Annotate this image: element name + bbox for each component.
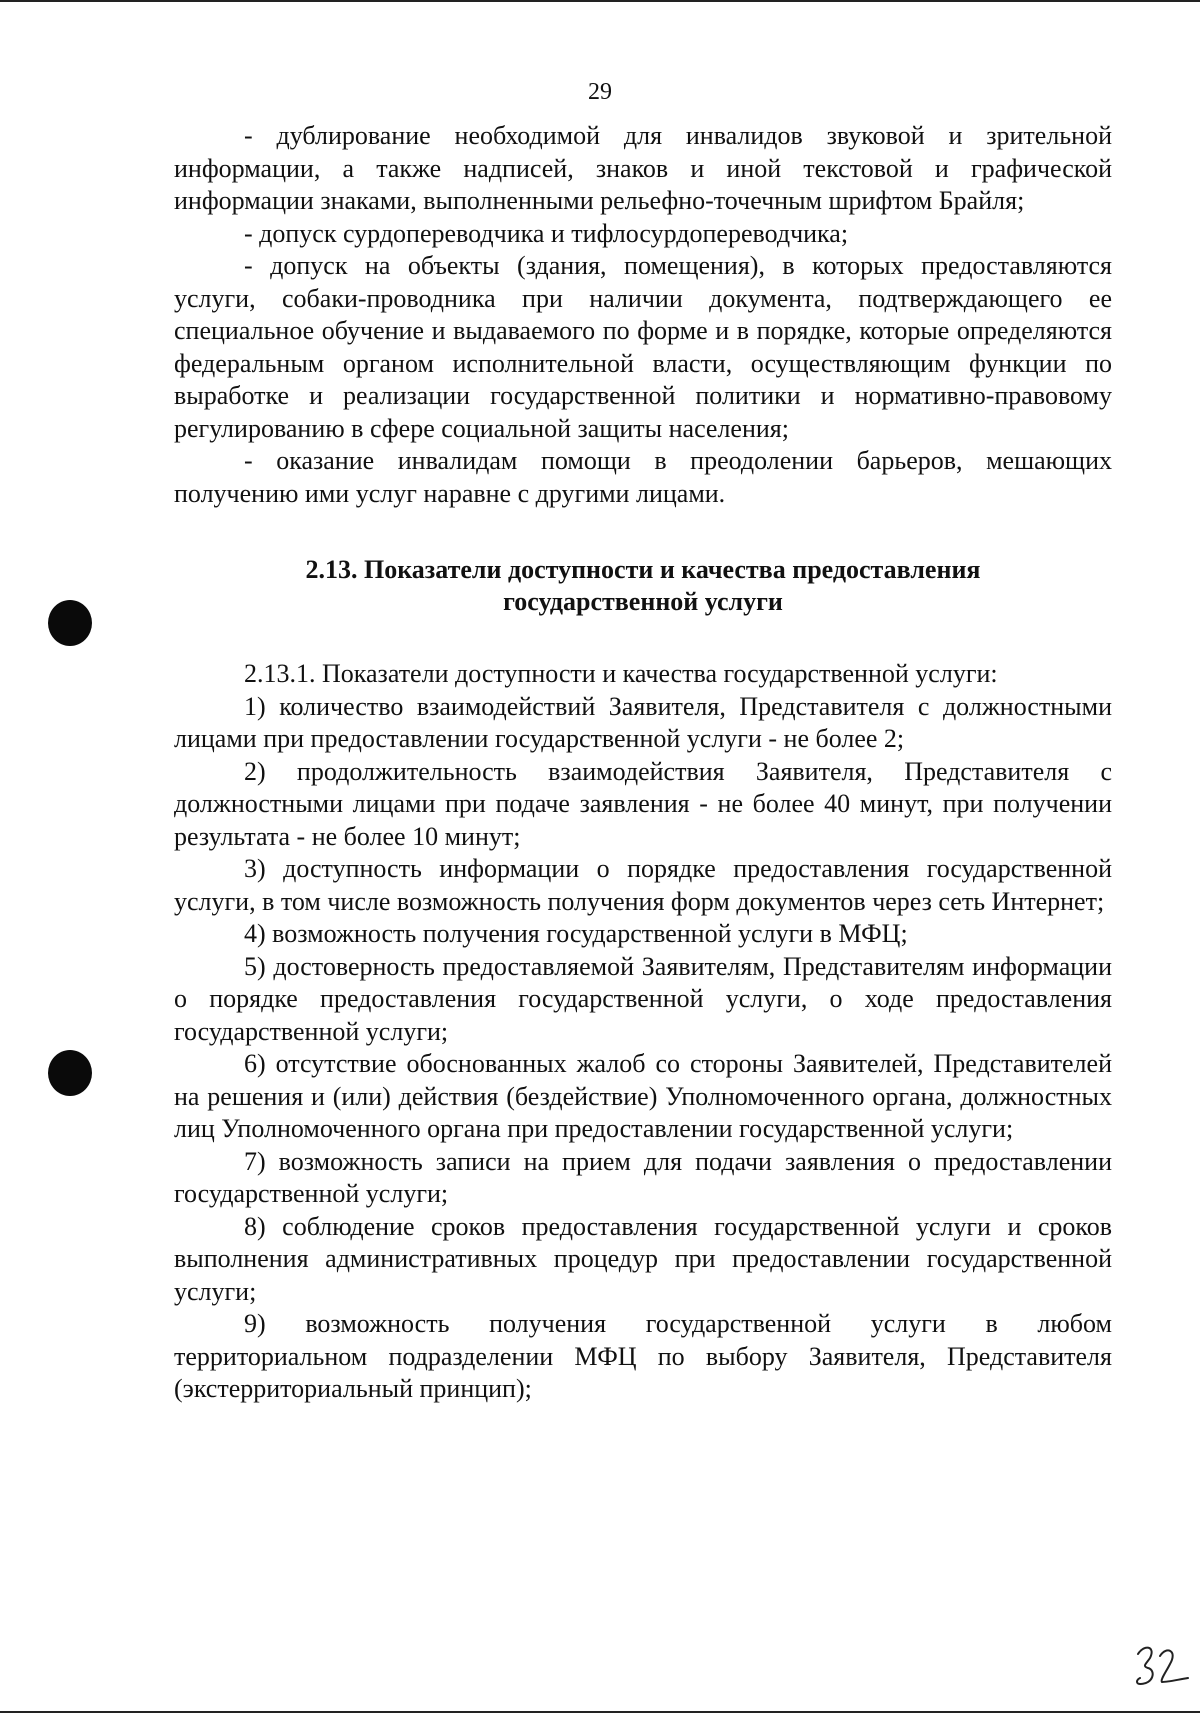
page-number: 29 [588,79,612,105]
document-body [174,120,1112,1406]
paragraph-guide-dog: - допуск на объекты (здания, помещения), в которых предоставляются услуги, собаки-проводника при наличии документа, подтверждающего ее специальное обучение и выдаваемого по форме и в порядке, которые определяются федеральным органом исполнительной власти, осуществляющим функции по выработке и реализации государственной политики и нормативно-правовому регулированию в сфере социальной защиты населения; [174,251,1112,443]
list-item-2: 2) продолжительность взаимодействия Заявителя, Представителя с должностными лицами при подаче заявления - не более 40 минут, при получении результата - не более 10 минут; [174,756,1112,851]
scan-top-border [0,0,1200,2]
list-item-6: 6) отсутствие обоснованных жалоб со стороны Заявителей, Представителей на решения и (или) действия (бездействие) Уполномоченного органа, должностных лиц Уполномоченного органа при предоставлении государственной услуги; [174,1049,1112,1143]
list-item-5: 5) достоверность предоставляемой Заявителям, Представителям информации о порядке предоставления государственной услуги, о ходе предоставления государственной услуги; [174,951,1112,1046]
list-item-1: 1) количество взаимодействий Заявителя, Представителя с должностными лицами при предоставлении государственной услуги - не более 2; [174,691,1112,753]
list-item-7: 7) возможность записи на прием для подачи заявления о предоставлении государственной услуги; [174,1146,1112,1208]
list-item-9: 9) возможность получения государственной услуги в любом территориальном подразделении МФЦ по выбору Заявителя, Представителя (экстерриториальный принцип); [174,1309,1112,1403]
list-item-8: 8) соблюдение сроков предоставления государственной услуги и сроков выполнения административных процедур при предоставлении государственной услуги; [174,1211,1112,1306]
punch-hole-bottom [48,1050,92,1096]
section-heading-line-1: 2.13. Показатели доступности и качества предоставления [305,555,981,584]
list-item-4: 4) возможность получения государственной услуги в МФЦ; [244,919,908,948]
paragraph-indicators-intro: 2.13.1. Показатели доступности и качества государственной услуги: [244,659,998,688]
punch-hole-top [48,600,92,646]
handwritten-page-mark [1132,1640,1192,1690]
paragraph-sign-interpreter: - допуск сурдопереводчика и тифлосурдопереводчика; [244,218,849,248]
section-heading [174,554,1112,618]
list-item-3: 3) доступность информации о порядке предоставления государственной услуги, в том числе возможность получения форм документов через сеть Интернет; [174,854,1112,916]
section-heading-line-2: государственной услуги [503,587,783,616]
paragraph-assistance: - оказание инвалидам помощи в преодолении барьеров, мешающих получению ими услуг наравне с другими лицами. [174,446,1112,508]
paragraph-braille: - дублирование необходимой для инвалидов звуковой и зрительной информации, а также надписей, знаков и иной текстовой и графической информации знаками, выполненными рельефно-точечным шрифтом Брайля; [174,121,1112,215]
